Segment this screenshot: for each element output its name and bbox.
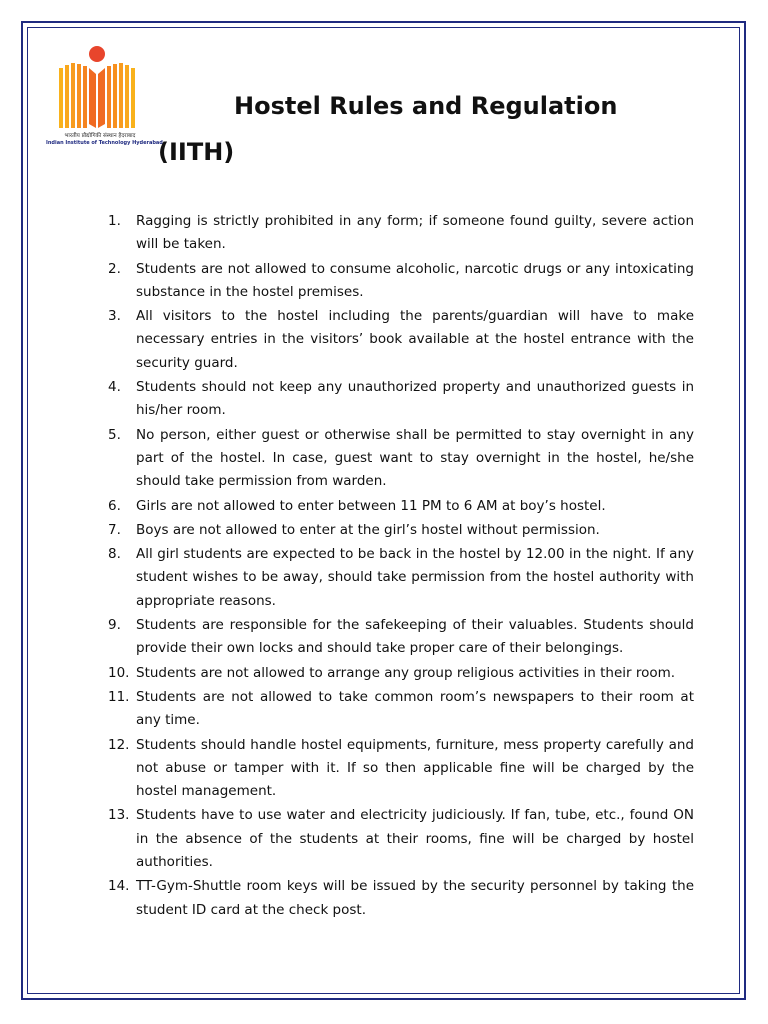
- rule-item: [108, 543, 694, 613]
- rule-text: TT-Gym-Shuttle room keys will be issued by the security personnel by taking the student ID card at the check post.: [136, 878, 694, 918]
- rule-item: [108, 495, 694, 518]
- rule-item: [108, 424, 694, 494]
- rule-text: Students are not allowed to consume alcoholic, narcotic drugs or any intoxicating substance in the hostel premises.: [136, 260, 694, 300]
- rule-number: 8.: [108, 546, 121, 563]
- rule-number: 5.: [108, 426, 121, 443]
- rule-text: All visitors to the hostel including the parents/guardian will have to make necessary entries in the visitors’ book available at the hostel entrance with the security guard.: [136, 308, 694, 371]
- rule-number: 9.: [108, 617, 121, 634]
- rule-item: [108, 258, 694, 305]
- rule-number: 6.: [108, 497, 121, 514]
- rule-number: 13.: [108, 807, 130, 824]
- rule-number: 7.: [108, 521, 121, 538]
- rule-number: 2.: [108, 260, 121, 277]
- document-title: Hostel Rules and Regulation: [234, 92, 618, 120]
- rules-list: [108, 210, 694, 923]
- rule-item: [108, 210, 694, 257]
- rule-text: Students are not allowed to arrange any group religious activities in their room.: [136, 664, 676, 681]
- rule-number: 4.: [108, 379, 121, 396]
- rule-item: [108, 686, 694, 733]
- institute-hindi-name: भारतीय प्रौद्योगिकी संस्थान हैदराबाद: [64, 133, 136, 139]
- rule-text: All girl students are expected to be back in the hostel by 12.00 in the night. If any student wishes to be away, should take permission from the hostel authority with appropriate reasons.: [136, 546, 694, 609]
- rule-text: Students should not keep any unauthorized property and unauthorized guests in his/her room.: [136, 379, 694, 419]
- rule-text: Students are not allowed to take common room’s newspapers to their room at any time.: [136, 688, 694, 729]
- rule-item: [108, 662, 694, 685]
- rule-item: [108, 376, 694, 423]
- rule-text: Boys are not allowed to enter at the girl’s hostel without permission.: [136, 521, 600, 538]
- rule-text: Students should handle hostel equipments, furniture, mess property carefully and not abuse or tamper with it. If so then applicable fine will be charged by the hostel management.: [136, 736, 694, 800]
- rule-item: [108, 875, 694, 922]
- rule-number: 12.: [108, 736, 130, 753]
- rule-text: Ragging is strictly prohibited in any form; if someone found guilty, severe action will be taken.: [136, 213, 694, 253]
- document-subtitle: (IITH): [158, 138, 235, 166]
- rule-item: [108, 804, 694, 874]
- rule-number: 10.: [108, 664, 130, 681]
- rule-item: [108, 519, 694, 542]
- rule-text: Girls are not allowed to enter between 11 PM to 6 AM at boy’s hostel.: [136, 497, 606, 514]
- rule-number: 11.: [108, 688, 130, 705]
- rule-number: 1.: [108, 213, 121, 229]
- rule-text: Students are responsible for the safekeeping of their valuables. Students should provide their own locks and should take proper care of their belongings.: [136, 617, 694, 657]
- rule-number: 14.: [108, 878, 130, 895]
- rule-text: No person, either guest or otherwise shall be permitted to stay overnight in any part of the hostel. In case, guest want to stay overnight in the hostel, he/she should take permission from warden.: [136, 426, 694, 490]
- institute-english-name: Indian Institute of Technology Hyderabad: [46, 140, 163, 146]
- rule-number: 3.: [108, 308, 121, 325]
- rule-text: Students have to use water and electricity judiciously. If fan, tube, etc., found ON in the absence of the students at their rooms, fine will be charged by hostel authorities.: [136, 807, 694, 871]
- rule-item: [108, 734, 694, 804]
- rule-item: [108, 305, 694, 375]
- rule-item: [108, 614, 694, 661]
